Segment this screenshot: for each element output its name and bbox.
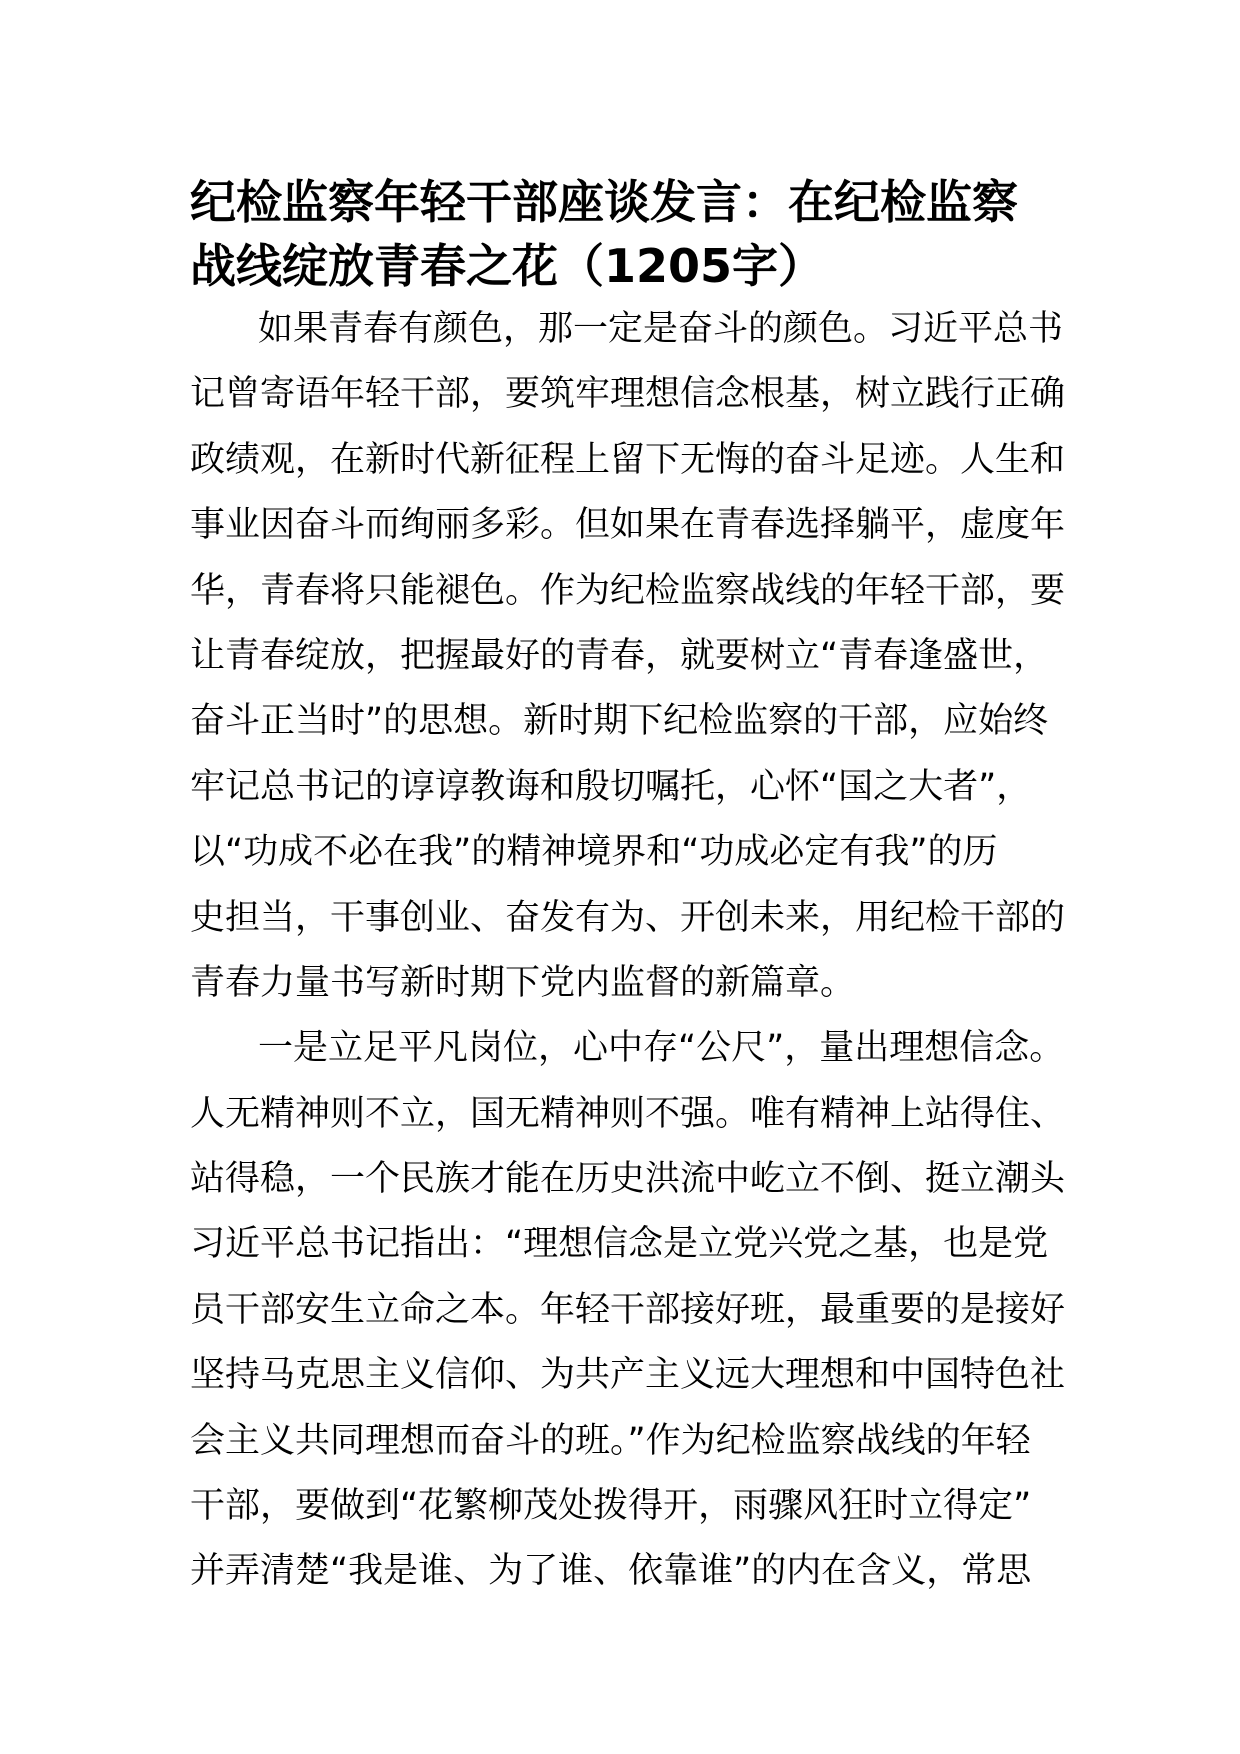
text-line: 干部，要做到“花繁柳茂处拨得开，雨骤风狂时立得定” [190,1486,1032,1527]
text-line: 让青春绽放，把握最好的青春，就要树立“青春逢盛世， [190,635,1049,676]
text-line: 人无精神则不立，国无精神则不强。唯有精神上站得住、 [190,1093,1066,1134]
text-line: 奋斗正当时”的思想。新时期下纪检监察的干部，应始终 [190,701,1049,742]
paragraph-2 [190,1016,1070,1605]
text-line: 如果青春有颜色，那一定是奋斗的颜色。习近平总书 [258,309,1064,349]
text-line: 并弄清楚“我是谁、为了谁、依靠谁”的内在含义，常思 [190,1551,1032,1592]
title-line: 战线绽放青春之花（1205字） [190,239,825,293]
paragraph-1 [190,297,1070,1016]
text-line: 以“功成不必在我”的精神境界和“功成必定有我”的历 [190,832,998,873]
text-line: 一是立足平凡岗位，心中存“公尺”，量出理想信念。 [258,1028,1065,1069]
text-line: 华，青春将只能褪色。作为纪检监察战线的年轻干部，要 [190,570,1066,611]
text-line: 会主义共同理想而奋斗的班。”作为纪检监察战线的年轻 [190,1420,1031,1461]
text-line: 习近平总书记指出：“理想信念是立党兴党之基，也是党 [190,1224,1049,1265]
text-line: 记曾寄语年轻干部，要筑牢理想信念根基，树立践行正确 [190,374,1066,415]
document-title [190,170,1090,298]
text-line: 牢记总书记的谆谆教诲和殷切嘱托，心怀“国之大者”， [190,766,1032,807]
title-line: 纪检监察年轻干部座谈发言：在纪检监察 [190,175,1018,229]
document-body [190,297,1070,1605]
text-line: 史担当，干事创业、奋发有为、开创未来，用纪检干部的 [190,897,1066,938]
text-line: 坚持马克思主义信仰、为共产主义远大理想和中国特色社 [190,1355,1066,1396]
text-line: 员干部安生立命之本。年轻干部接好班，最重要的是接好 [190,1289,1066,1330]
text-line: 政绩观，在新时代新征程上留下无悔的奋斗足迹。人生和 [190,439,1066,480]
text-line: 事业因奋斗而绚丽多彩。但如果在青春选择躺平，虚度年 [190,505,1066,546]
text-line: 青春力量书写新时期下党内监督的新篇章。 [190,962,856,1003]
text-line: 站得稳，一个民族才能在历史洪流中屹立不倒、挺立潮头 [190,1159,1066,1200]
